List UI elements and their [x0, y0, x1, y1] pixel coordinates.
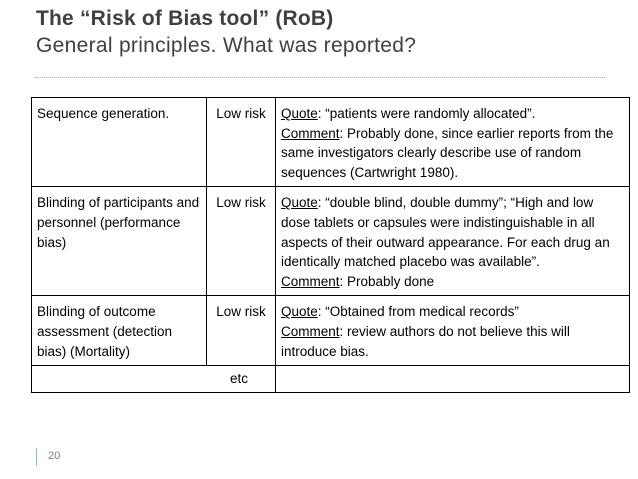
- page-number: 20: [48, 450, 61, 462]
- title-divider: [35, 77, 605, 78]
- quote-label: Quote: [281, 195, 318, 211]
- title-main: The “Risk of Bias tool” (RoB): [36, 7, 334, 30]
- table-row: [32, 187, 630, 296]
- comment-label: Comment: [281, 273, 340, 289]
- title-subtitle: General principles. What was reported?: [36, 34, 417, 57]
- comment-label: Comment: [281, 125, 340, 141]
- comment-text: review authors do not believe this will introduce bias.: [281, 323, 570, 359]
- table-row: [32, 98, 630, 187]
- bias-domain-cell: Sequence generation.: [32, 98, 207, 187]
- risk-judgement-cell: Low risk: [207, 98, 276, 187]
- risk-judgement-cell: Low risk: [207, 296, 276, 366]
- empty-cell: [276, 366, 630, 393]
- quote-label: Quote: [281, 106, 318, 121]
- table-row: [32, 296, 630, 366]
- bias-domain-cell: Blinding of outcome assessment (detection bias) (Mortality): [32, 296, 207, 366]
- quote-text: “patients were randomly allocated”.: [325, 106, 536, 121]
- etc-cell: etc: [32, 366, 276, 393]
- comment-label: Comment: [281, 323, 340, 339]
- footer-accent-bar: [36, 448, 37, 466]
- quote-label: Quote: [281, 304, 318, 320]
- table-row-etc: [32, 366, 630, 393]
- support-cell: Quote: “Obtained from medical records” Comment: review authors do not believe this will introduce bias.: [276, 296, 630, 366]
- support-cell: Quote: “patients were randomly allocated”. Comment: Probably done, since earlier reports from the same investigators clearly describe use of random sequences (Cartwright 1980).: [276, 98, 630, 187]
- comment-text: Probably done: [347, 273, 435, 289]
- risk-of-bias-table: [31, 97, 630, 393]
- quote-text: “Obtained from medical records”: [325, 304, 519, 320]
- comment-text: Probably done, since earlier reports from the same investigators clearly describe use of random sequences (Cartwright 1980).: [281, 125, 614, 180]
- bias-domain-cell: Blinding of participants and personnel (performance bias): [32, 187, 207, 296]
- support-cell: Quote: “double blind, double dummy”; “High and low dose tablets or capsules were indistinguishable in all aspects of their outward appearance. For each drug an identically matched placebo was available”. Comment: Probably done: [276, 187, 630, 296]
- risk-judgement-cell: Low risk: [207, 187, 276, 296]
- slide-title: [36, 6, 626, 60]
- quote-text: “double blind, double dummy”; “High and low dose tablets or capsules were indistinguishable in all aspects of their outward appearance. For each drug an identically matched placebo was available”.: [281, 195, 610, 270]
